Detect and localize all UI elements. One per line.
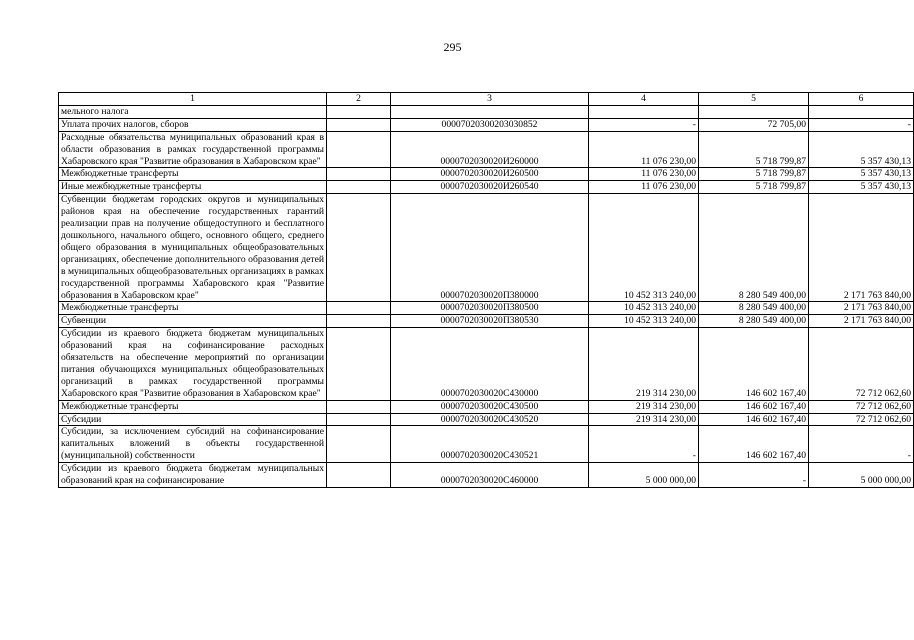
row-code: 0000702030020П380000	[391, 194, 589, 302]
row-col2	[327, 118, 391, 131]
table-row	[59, 463, 914, 488]
row-col2	[327, 413, 391, 426]
table-row	[59, 400, 914, 413]
row-value-4: 5 000 000,00	[589, 463, 699, 488]
row-value-6: 72 712 062,60	[809, 400, 914, 413]
row-name: Межбюджетные трансферты	[59, 302, 327, 315]
row-value-5: 8 280 549 400,00	[699, 315, 809, 328]
column-header: 5	[699, 93, 809, 106]
row-value-4	[589, 105, 699, 118]
table-row	[59, 131, 914, 168]
row-value-6: -	[809, 118, 914, 131]
row-value-6: 2 171 763 840,00	[809, 315, 914, 328]
row-code: 0000702030020П380530	[391, 315, 589, 328]
row-value-5: 72 705,00	[699, 118, 809, 131]
row-value-6: 5 357 430,13	[809, 131, 914, 168]
row-value-6: 5 357 430,13	[809, 181, 914, 194]
row-value-6: -	[809, 426, 914, 463]
row-value-4: 11 076 230,00	[589, 181, 699, 194]
header-row	[59, 93, 914, 106]
row-code: 0000702030020С430520	[391, 413, 589, 426]
table-row	[59, 118, 914, 131]
page-number: 295	[443, 40, 462, 54]
row-code: 0000702030020И260540	[391, 181, 589, 194]
row-value-5: 146 602 167,40	[699, 328, 809, 400]
row-name: мельного налога	[59, 105, 327, 118]
row-name: Уплата прочих налогов, сборов	[59, 118, 327, 131]
table-row	[59, 328, 914, 400]
row-name: Субсидии из краевого бюджета бюджетам муниципальных образований края на софинансирование	[59, 463, 327, 488]
row-col2	[327, 181, 391, 194]
row-value-6: 5 000 000,00	[809, 463, 914, 488]
row-value-4: 10 452 313 240,00	[589, 194, 699, 302]
row-value-4: 219 314 230,00	[589, 328, 699, 400]
column-header: 6	[809, 93, 914, 106]
row-name: Иные межбюджетные трансферты	[59, 181, 327, 194]
row-col2	[327, 400, 391, 413]
row-name: Субсидии	[59, 413, 327, 426]
column-header: 4	[589, 93, 699, 106]
row-value-5: 146 602 167,40	[699, 413, 809, 426]
row-value-5: 5 718 799,87	[699, 181, 809, 194]
budget-table	[58, 92, 914, 488]
row-value-5: -	[699, 463, 809, 488]
table-row	[59, 194, 914, 302]
row-value-4: -	[589, 118, 699, 131]
row-value-4: -	[589, 426, 699, 463]
row-code	[391, 105, 589, 118]
row-col2	[327, 315, 391, 328]
row-value-6	[809, 105, 914, 118]
row-value-4: 219 314 230,00	[589, 400, 699, 413]
table-row	[59, 168, 914, 181]
row-value-6: 2 171 763 840,00	[809, 302, 914, 315]
row-value-4: 10 452 313 240,00	[589, 302, 699, 315]
row-value-5: 5 718 799,87	[699, 168, 809, 181]
table-row	[59, 105, 914, 118]
table-row	[59, 315, 914, 328]
row-value-4: 11 076 230,00	[589, 168, 699, 181]
row-value-4: 10 452 313 240,00	[589, 315, 699, 328]
row-code: 0000702030020С430521	[391, 426, 589, 463]
row-col2	[327, 105, 391, 118]
row-value-5: 8 280 549 400,00	[699, 194, 809, 302]
row-name: Межбюджетные трансферты	[59, 168, 327, 181]
row-value-6: 2 171 763 840,00	[809, 194, 914, 302]
column-header: 2	[327, 93, 391, 106]
row-name: Расходные обязательства муниципальных образований края в области образования в рамках государственной программы Хабаровского края "Развитие образования в Хабаровском крае"	[59, 131, 327, 168]
row-col2	[327, 131, 391, 168]
row-value-4: 11 076 230,00	[589, 131, 699, 168]
column-header: 1	[59, 93, 327, 106]
row-value-6: 5 357 430,13	[809, 168, 914, 181]
row-name: Субвенции	[59, 315, 327, 328]
row-col2	[327, 463, 391, 488]
table-row	[59, 426, 914, 463]
row-value-5: 146 602 167,40	[699, 400, 809, 413]
row-name: Субсидии, за исключением субсидий на софинансирование капитальных вложений в объекты государственной (муниципальной) собственности	[59, 426, 327, 463]
row-value-6: 72 712 062,60	[809, 413, 914, 426]
row-col2	[327, 302, 391, 315]
row-col2	[327, 194, 391, 302]
row-name: Субсидии из краевого бюджета бюджетам муниципальных образований края на софинансирование расходных обязательств на обеспечение мероприятий по организации питания обучающихся муниципальных общеобразовательных организаций в рамках государственной программы Хабаровского края "Развитие образования в Хабаровском крае"	[59, 328, 327, 400]
row-value-5: 146 602 167,40	[699, 426, 809, 463]
row-code: 0000702030020П380500	[391, 302, 589, 315]
row-code: 00007020300203030852	[391, 118, 589, 131]
row-code: 0000702030020И260500	[391, 168, 589, 181]
row-col2	[327, 426, 391, 463]
row-value-4: 219 314 230,00	[589, 413, 699, 426]
row-name: Субвенции бюджетам городских округов и муниципальных районов края на обеспечение государственных гарантий реализации прав на получение общедоступного и бесплатного дошкольного, начального общего, основного общего, среднего общего образования в муниципальных общеобразовательных организациях, обеспечение дополнительного образования детей в муниципальных общеобразовательных организациях в рамках государственной программы Хабаровского края "Развитие образования в Хабаровском крае"	[59, 194, 327, 302]
row-code: 0000702030020С430500	[391, 400, 589, 413]
row-col2	[327, 328, 391, 400]
column-header: 3	[391, 93, 589, 106]
table-body	[59, 105, 914, 487]
row-code: 0000702030020И260000	[391, 131, 589, 168]
row-col2	[327, 168, 391, 181]
row-code: 0000702030020С460000	[391, 463, 589, 488]
table-row	[59, 181, 914, 194]
row-value-5: 8 280 549 400,00	[699, 302, 809, 315]
row-value-5: 5 718 799,87	[699, 131, 809, 168]
table-row	[59, 413, 914, 426]
row-value-5	[699, 105, 809, 118]
row-code: 0000702030020С430000	[391, 328, 589, 400]
row-name: Межбюджетные трансферты	[59, 400, 327, 413]
table-row	[59, 302, 914, 315]
row-value-6: 72 712 062,60	[809, 328, 914, 400]
